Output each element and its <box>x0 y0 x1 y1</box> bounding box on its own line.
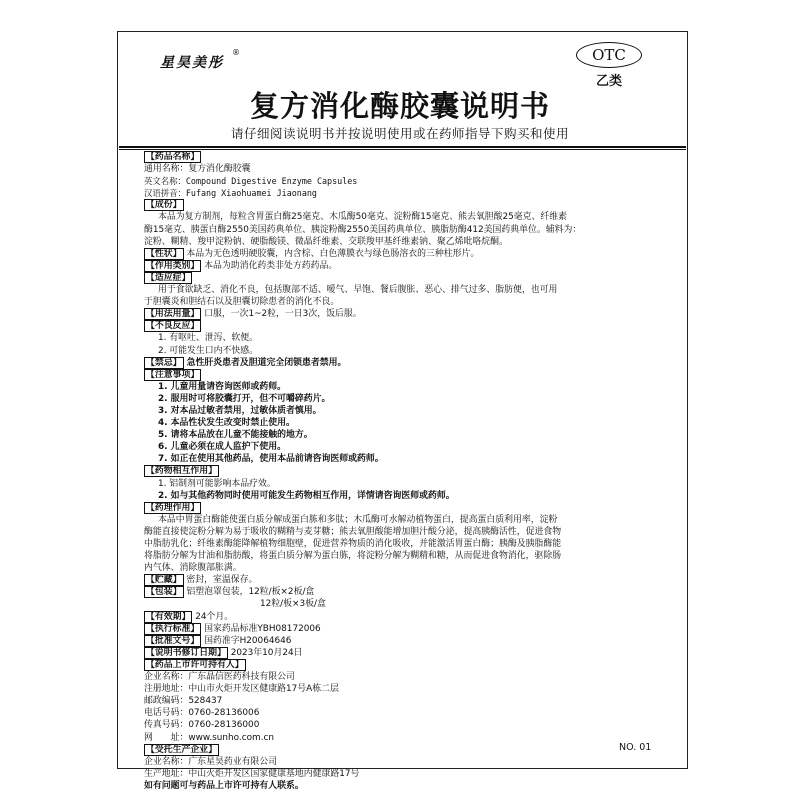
section-pharmacology <box>144 502 666 514</box>
composition-line: 淀粉、糊精、羧甲淀粉钠、硬脂酸镁、微晶纤维素、交联羧甲基纤维素钠、聚乙烯吡咯烷酮。 <box>144 236 508 247</box>
composition-line: 酶15毫克、胰蛋白酶2550美国药典单位、胰淀粉酶2550美国药典单位、胰脂肪酶412美国药典单位。辅料为： <box>144 224 582 235</box>
section-head: 【药品名称】 <box>146 152 200 162</box>
holder-postcode: 邮政编码：528437 <box>144 696 223 707</box>
package-text: 铝塑泡罩包装，12粒/板×2板/盒 <box>186 587 315 598</box>
pharmacology-line: 将脂肪分解为甘油和脂肪酸，将蛋白质分解为蛋白胨，将淀粉分解为糊精和糖，从而促进食物消化，驱除肠 <box>144 551 562 562</box>
section-head: 【作用类别】 <box>146 260 200 271</box>
section-cautions <box>144 369 666 381</box>
manufacturer-company: 企业名称：广东星昊药业有限公司 <box>144 756 278 767</box>
document-title: 复方消化酶胶囊说明书 <box>249 89 550 123</box>
section-head: 【用法用量】 <box>146 309 200 320</box>
indications-line: 用于食欲缺乏、消化不良，包括腹部不适、嗳气、早饱、餐后腹胀、恶心、排气过多、脂肪便，也可用 <box>158 285 558 296</box>
brand-logo: 星昊美彤 <box>160 55 224 71</box>
section-head: 【说明书修订日期】 <box>146 647 226 658</box>
section-standard <box>144 623 666 635</box>
pharmacology-line: 本品中胃蛋白酶能使蛋白质分解成蛋白胨和多肽；木瓜酶可水解动植物蛋白，提高蛋白质利用率，淀粉 <box>158 514 558 525</box>
section-head: 【注意事项】 <box>146 369 200 380</box>
divider-thin <box>119 149 686 150</box>
section-head: 【有效期】 <box>146 611 191 622</box>
section-head: 【批准文号】 <box>146 635 200 646</box>
section-validity <box>144 611 666 623</box>
pharmacology-line: 酶能直接使淀粉分解为易于吸收的糊精与麦芽糖；熊去氧胆酸能增加胆汁酸分泌，提高胰酶活性，促进食物 <box>144 526 562 537</box>
interactions-line: 2. 如与其他药物同时使用可能发生药物相互作用，详情请咨询医师或药师。 <box>158 490 455 501</box>
contact-note: 如有问题可与药品上市许可持有人联系。 <box>144 780 304 791</box>
composition-line: 本品为复方制剂，每粒含胃蛋白酶25毫克、木瓜酶50毫克、淀粉酶15毫克、熊去氧胆酸25毫克、纤维素 <box>158 212 568 223</box>
adverse-line: 1. 有呕吐、泄泻、软便。 <box>158 333 259 344</box>
section-head: 【受托生产企业】 <box>146 744 217 755</box>
caution-item: 5. 请将本品放在儿童不能接触的地方。 <box>158 430 313 441</box>
registered-mark: ® <box>232 48 240 57</box>
section-head: 【不良反应】 <box>146 321 200 332</box>
section-head: 【药品上市许可持有人】 <box>146 659 244 670</box>
validity-text: 24个月。 <box>195 611 234 622</box>
section-name <box>144 151 666 163</box>
storage-text: 密封，室温保存。 <box>186 575 258 586</box>
holder-website: 网 址：www.sunho.com.cn <box>144 732 275 743</box>
caution-item: 7. 如正在使用其他药品，使用本品前请咨询医师或药师。 <box>158 454 384 465</box>
approval-text: 国药准字H20064646 <box>204 635 292 646</box>
section-storage <box>144 574 666 586</box>
section-head: 【性状】 <box>146 248 182 259</box>
section-revision <box>144 647 666 659</box>
holder-address: 注册地址：中山市火炬开发区健康路17号A栋二层 <box>144 684 339 695</box>
section-contra <box>144 357 666 369</box>
divider <box>119 146 686 148</box>
caution-item: 3. 对本品过敏者禁用，过敏体质者慎用。 <box>158 405 322 416</box>
section-head: 【药理作用】 <box>146 502 200 513</box>
section-holder <box>144 659 666 671</box>
section-head: 【禁忌】 <box>146 357 182 368</box>
section-head: 【适应症】 <box>146 272 191 283</box>
adverse-line: 2. 可能发生口内不快感。 <box>158 345 259 356</box>
section-package <box>144 586 666 598</box>
leaflet-body <box>144 151 666 792</box>
section-manufacturer <box>144 744 666 756</box>
section-adverse <box>144 320 666 332</box>
caution-item: 6. 儿童必须在成人监护下使用。 <box>158 442 287 453</box>
generic-name: 通用名称：复方消化酶胶囊 <box>144 164 251 175</box>
english-name: 英文名称：Compound Digestive Enzyme Capsules <box>144 176 358 187</box>
section-category <box>144 260 666 272</box>
section-head: 【药物相互作用】 <box>146 466 217 477</box>
dosage-text: 口服，一次1~2粒，一日3次，饭后服。 <box>204 309 362 320</box>
revision-text: 2023年10月24日 <box>230 647 303 658</box>
otc-class-label: 乙类 <box>596 74 623 89</box>
document-subtitle: 请仔细阅读说明书并按说明使用或在药师指导下购买和使用 <box>230 126 569 141</box>
otc-badge: OTC <box>576 42 642 68</box>
manufacturer-address: 生产地址：中山火炬开发区国家健康基地内健康路17号 <box>144 768 360 779</box>
section-indications <box>144 272 666 284</box>
holder-company: 企业名称：广东晶信医药科技有限公司 <box>144 672 295 683</box>
caution-item: 2. 服用时可将胶囊打开，但不可嚼碎药片。 <box>158 393 331 404</box>
pharmacology-line: 内气体、消除腹部胀满。 <box>144 563 242 574</box>
section-traits <box>144 248 666 260</box>
caution-item: 4. 本品性状发生改变时禁止使用。 <box>158 418 295 429</box>
holder-fax: 传真号码：0760-28136000 <box>144 720 260 731</box>
section-head: 【成份】 <box>146 200 182 211</box>
section-head: 【贮藏】 <box>146 575 182 586</box>
package-line: 12粒/板×3板/盒 <box>260 599 326 610</box>
pinyin-name: 汉语拼音：Fufang Xiaohuamei Jiaonang <box>144 188 317 199</box>
document-number: NO. 01 <box>619 742 652 753</box>
pharmacology-line: 中脂肪乳化；纤维素酶能降解植物细胞壁，促进营养物质的消化吸收，并能激活胃蛋白酶；胰酶及胰脂酶能 <box>144 539 562 549</box>
section-head: 【执行标准】 <box>146 623 200 634</box>
section-head: 【包装】 <box>146 587 182 598</box>
indications-line: 于胆囊炎和胆结石以及胆囊切除患者的消化不良。 <box>144 297 340 308</box>
category-text: 本品为助消化药类非处方药药品。 <box>204 260 338 271</box>
interactions-line: 1. 铝制剂可能影响本品疗效。 <box>158 478 276 489</box>
section-approval <box>144 635 666 647</box>
caution-item: 1. 儿童用量请咨询医师或药师。 <box>158 381 287 392</box>
section-dosage <box>144 308 666 320</box>
contra-text: 急性肝炎患者及胆道完全闭锁患者禁用。 <box>186 357 347 368</box>
standard-text: 国家药品标准YBH08172006 <box>204 623 321 634</box>
traits-text: 本品为无色透明硬胶囊，内含棕、白色薄膜衣与绿色肠溶衣的三种柱形片。 <box>186 248 480 259</box>
section-interactions <box>144 465 666 477</box>
holder-phone: 电话号码：0760-28136006 <box>144 708 260 719</box>
section-composition <box>144 199 666 211</box>
